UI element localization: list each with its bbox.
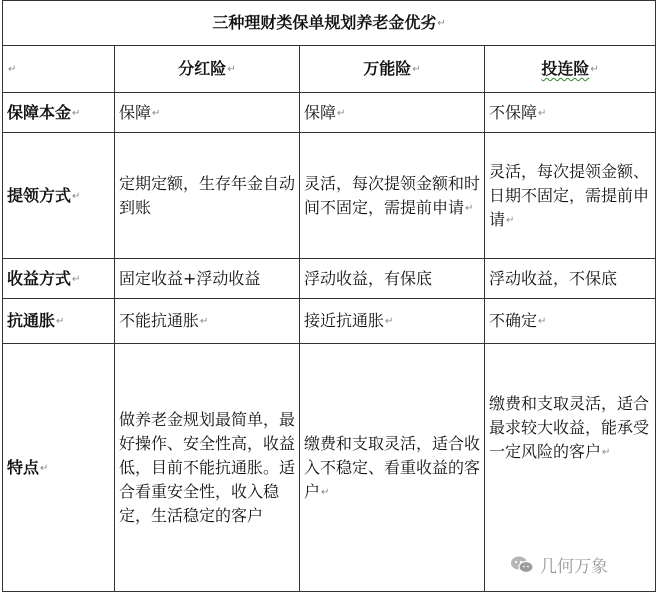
- table-cell: 不确定↵: [485, 299, 656, 344]
- table-cell: 缴费和支取灵活，适合收入不稳定、看重收益的客户↵: [300, 344, 485, 592]
- table-cell: 浮动收益，不保底: [485, 259, 656, 299]
- header-universal: 万能险↵: [300, 46, 485, 93]
- header-row: [3, 46, 656, 93]
- header-dividend: 分红险↵: [115, 46, 300, 93]
- comparison-table: [2, 0, 656, 592]
- table-row: [3, 259, 656, 299]
- table-cell: 做养老金规划最简单，最好操作、安全性高，收益低，目前不能抗通胀。适合看重安全性，收入稳定，生活稳定的客户: [115, 344, 300, 592]
- table-cell: 定期定额，生存年金自动到账: [115, 133, 300, 259]
- row-label: 抗通胀↵: [3, 299, 115, 344]
- table-title: 三种理财类保单规划养老金优劣↵: [3, 1, 656, 46]
- header-investment-linked: 投连险↵: [485, 46, 656, 93]
- table-cell: 保障↵: [300, 93, 485, 133]
- table-row: [3, 93, 656, 133]
- table-cell: 保障↵: [115, 93, 300, 133]
- table-cell: 灵活，每次提领金额和时间不固定，需提前申请↵: [300, 133, 485, 259]
- corner-cell: ↵: [3, 46, 115, 93]
- table-cell: 接近抗通胀↵: [300, 299, 485, 344]
- title-row: [3, 1, 656, 46]
- wechat-icon: [510, 555, 534, 575]
- table-cell: 不保障↵: [485, 93, 656, 133]
- table-cell: 固定收益+浮动收益: [115, 259, 300, 299]
- table-cell: 缴费和支取灵活，适合最求较大收益，能承受一定风险的客户↵: [485, 344, 656, 592]
- table-cell: 浮动收益，有保底: [300, 259, 485, 299]
- row-label: 保障本金↵: [3, 93, 115, 133]
- table-row: [3, 133, 656, 259]
- row-label: 提领方式↵: [3, 133, 115, 259]
- watermark-text: 几何万象: [540, 557, 608, 577]
- row-label: 特点↵: [3, 344, 115, 592]
- table-row: [3, 299, 656, 344]
- row-label: 收益方式↵: [3, 259, 115, 299]
- watermark: [510, 552, 608, 577]
- table-cell: 不能抗通胀↵: [115, 299, 300, 344]
- table-cell: 灵活，每次提领金额、日期不固定，需提前申请↵: [485, 133, 656, 259]
